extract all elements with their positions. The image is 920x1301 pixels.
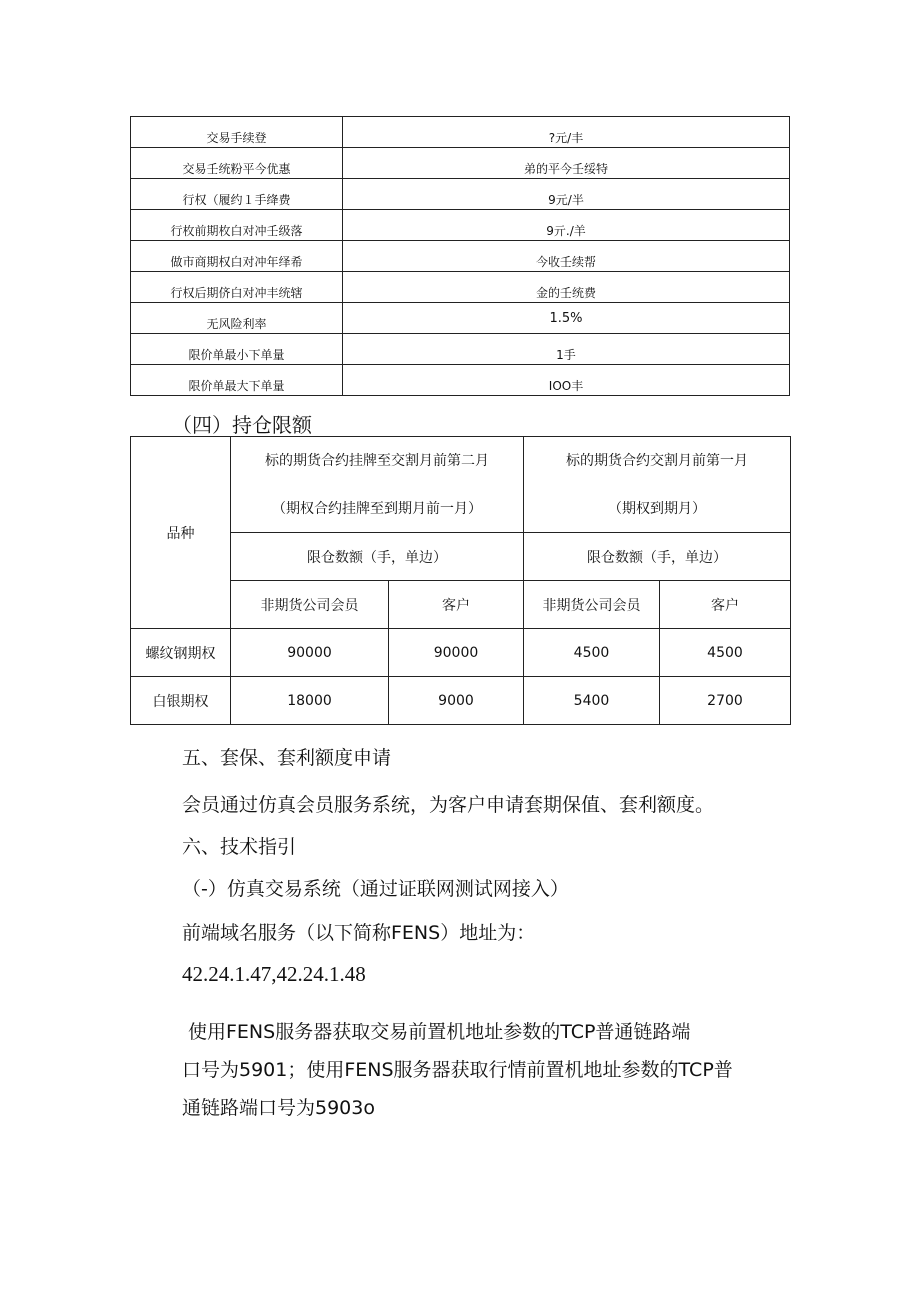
table-row — [131, 365, 790, 396]
period1-line2: （期权合约挂牌至到期月前一月） — [272, 500, 482, 517]
section6-title: 六、技术指引 — [182, 836, 297, 858]
period2-line1: 标的期货合约交割月前第一月 — [566, 452, 748, 469]
limit-label: 限仓数额（手，单边） — [524, 533, 791, 581]
fee-table — [130, 116, 790, 396]
fee-item: 行枚前期枚白对冲壬级落 — [131, 210, 343, 241]
period2-header — [524, 437, 791, 533]
table-row — [131, 148, 790, 179]
table-row — [131, 179, 790, 210]
table-row — [131, 334, 790, 365]
table-row — [131, 437, 791, 533]
table-row — [131, 272, 790, 303]
fee-item: 无风险利率 — [131, 303, 343, 334]
member-header: 非期货公司会员 — [524, 581, 660, 629]
table-cell: 90000 — [231, 629, 389, 677]
table-cell: 2700 — [660, 677, 791, 725]
period1-line1: 标的期货合约挂牌至交割月前第二月 — [265, 452, 489, 469]
fee-item: 限价单最小下单量 — [131, 334, 343, 365]
port-line: 通链路端口号为5903o — [182, 1097, 375, 1119]
member-header: 非期货公司会员 — [231, 581, 389, 629]
fee-value: 金的壬统费 — [343, 272, 790, 303]
fee-value: IOO丰 — [343, 365, 790, 396]
section5-text: 会员通过仿真会员服务系统，为客户申请套期保值、套利额度。 — [182, 794, 715, 816]
table-cell: 18000 — [231, 677, 389, 725]
table-cell: 4500 — [524, 629, 660, 677]
section5-title: 五、套保、套利额度申请 — [182, 747, 392, 769]
variety-header: 品种 — [131, 437, 231, 629]
variety-name: 白银期权 — [131, 677, 231, 725]
table-cell: 9000 — [389, 677, 524, 725]
port-line: 口号为5901；使用FENS服务器获取行情前置机地址参数的TCP普 — [182, 1059, 733, 1081]
fee-item: 交易壬统粉平今优惠 — [131, 148, 343, 179]
fee-item: 行权（履约１手绛费 — [131, 179, 343, 210]
fee-item: 做市商期权白对冲年绎希 — [131, 241, 343, 272]
position-limit-table — [130, 436, 791, 725]
table-row — [131, 210, 790, 241]
fee-item: 限价单最大下单量 — [131, 365, 343, 396]
fee-item: 交易手续登 — [131, 117, 343, 148]
fee-value: 1.5% — [343, 303, 790, 334]
table-row — [131, 629, 791, 677]
fee-value: 弟的平今壬绥特 — [343, 148, 790, 179]
section6-subtitle: （-）仿真交易系统（通过证联网测试网接入） — [182, 878, 569, 900]
table-cell: 4500 — [660, 629, 791, 677]
fee-value: 今收壬续帮 — [343, 241, 790, 272]
table-cell: 90000 — [389, 629, 524, 677]
fee-value: 1手 — [343, 334, 790, 365]
fens-address: 42.24.1.47,42.24.1.48 — [182, 962, 366, 986]
fee-value: 9亓./羊 — [343, 210, 790, 241]
variety-name: 螺纹钢期权 — [131, 629, 231, 677]
port-line: 使用FENS服务器获取交易前置机地址参数的TCP普通链路端 — [188, 1021, 691, 1043]
port-paragraph — [182, 1013, 792, 1127]
client-header: 客户 — [389, 581, 524, 629]
table-cell: 5400 — [524, 677, 660, 725]
period2-line2: （期权到期月） — [608, 500, 706, 517]
fens-label: 前端域名服务（以下简称FENS）地址为： — [182, 922, 536, 944]
section4-title: （四）持仓限额 — [172, 413, 312, 437]
table-row — [131, 303, 790, 334]
limit-label: 限仓数额（手，单边） — [231, 533, 524, 581]
fee-value: ?元/丰 — [343, 117, 790, 148]
period1-header — [231, 437, 524, 533]
fee-value: 9元/半 — [343, 179, 790, 210]
table-row — [131, 677, 791, 725]
table-row — [131, 117, 790, 148]
table-row — [131, 241, 790, 272]
client-header: 客户 — [660, 581, 791, 629]
fee-item: 行权后期侪白对冲丰统辖 — [131, 272, 343, 303]
